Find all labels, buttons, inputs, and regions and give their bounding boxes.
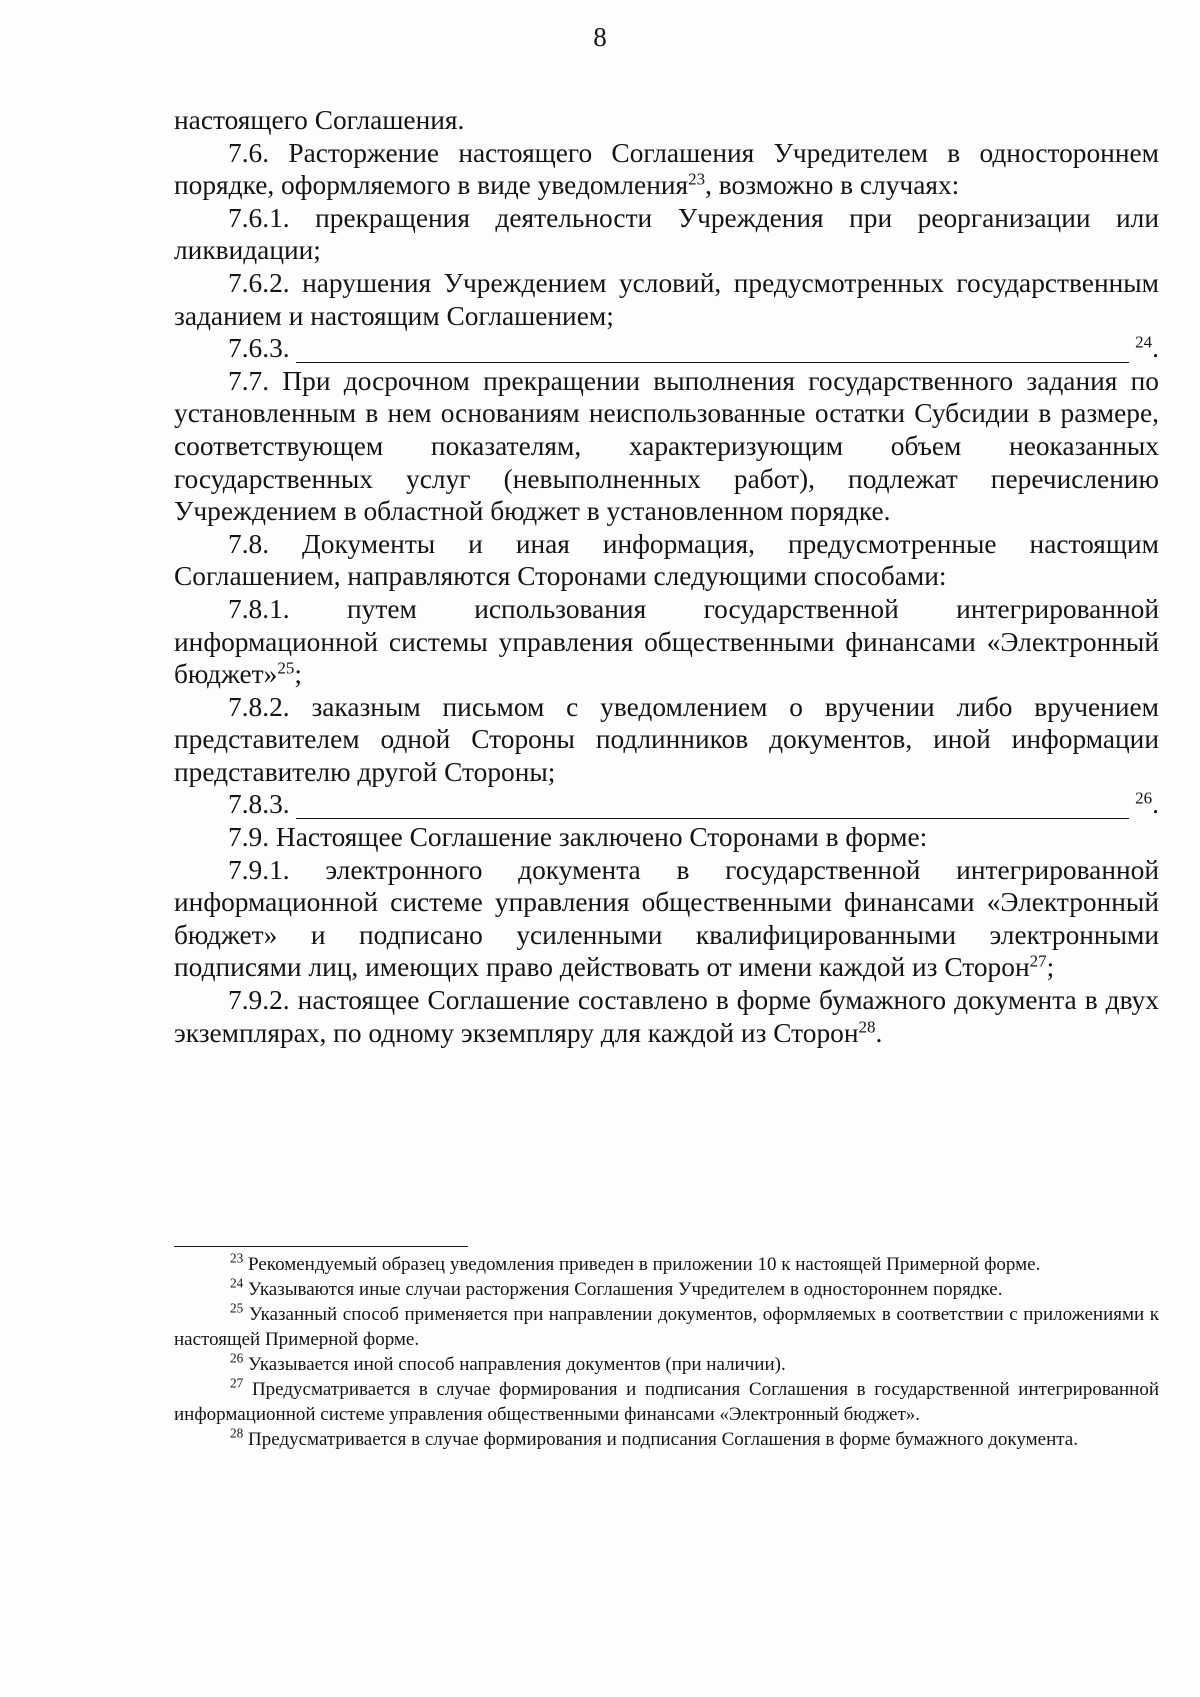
footnote-24: $^{24}$ Указываются иные случаи расторжения Соглашения Учредителем в одностороннем порядке. [230, 1275, 1003, 1300]
paragraph-7-9-2: 7.9.2. настоящее Соглашение составлено в форме бумажного документа в двух экземплярах, по одному экземпляру для каждой из Сторон$^{28}$. [174, 985, 1159, 1048]
paragraph-7-8: 7.8. Документы и иная информация, предусмотренные настоящим Соглашением, направляются Сторонами следующими способами: [174, 528, 1159, 592]
footnote-23: $^{23}$ Рекомендуемый образец уведомления приведен в приложении 10 к настоящей Примерной форме. [230, 1250, 1041, 1275]
paragraph-7-9: 7.9. Настоящее Соглашение заключено Сторонами в форме: [228, 822, 928, 853]
paragraph-continuation: настоящего Соглашения. [174, 105, 465, 135]
paragraph-7-6-3: 7.6.3. $^{24}$. [228, 332, 1159, 364]
paragraph-7-8-3: 7.8.3. $^{26}$. [228, 789, 1159, 820]
item-number: 7.8.3. [228, 789, 290, 820]
paragraph-7-6: 7.6. Расторжение настоящего Соглашения Учредителем в одностороннем порядке, оформляемого в виде уведомления$^{23}$, возможно в случаях: [174, 137, 1159, 201]
document-body [174, 104, 1159, 1049]
footnote-27: $^{27}$ Предусматривается в случае формирования и подписания Соглашения в государственной интегрированной информационной системе управления общественными финансами «Электронный бюджет». [174, 1375, 1159, 1425]
paragraph-7-6-2: 7.6.2. нарушения Учреждением условий, предусмотренных государственным заданием и настоящим Соглашением; [174, 267, 1159, 331]
paragraph-7-8-2: 7.8.2. заказным письмом с уведомлением о вручении либо вручением представителем одной Стороны подлинников документов, иной информации представителю другой Стороны; [174, 691, 1159, 787]
footnotes [174, 1252, 1159, 1452]
footnote-separator [174, 1246, 468, 1247]
footnote-ref-24: 24 [1135, 332, 1153, 352]
footnote-28: $^{28}$ Предусматривается в случае формирования и подписания Соглашения в форме бумажного документа. [230, 1425, 1078, 1450]
footnote-ref-25: 25 [277, 658, 295, 678]
footnote-ref-26: 26 [1135, 789, 1153, 809]
paragraph-7-7: 7.7. При досрочном прекращении выполнения государственного задания по установленным в нем основаниям неиспользованные остатки Субсидии в размере, соответствующем показателям, характеризующим объем неоказанных государственных услуг (невыполненных работ), подлежат перечислению Учреждением в областной бюджет в установленном порядке. [174, 365, 1159, 527]
footnote-ref-27: 27 [1029, 952, 1047, 972]
paragraph-7-8-1: 7.8.1. путем использования государственной интегрированной информационной системы управления общественными финансами «Электронный бюджет»$^{25}$; [174, 593, 1159, 690]
page-number: 8 [593, 22, 607, 52]
footnote-ref-28: 28 [858, 1017, 876, 1037]
footnote-25: $^{25}$ Указанный способ применяется при направлении документов, оформляемых в соответствии с приложениями к настоящей Примерной форме. [174, 1300, 1159, 1350]
item-number: 7.6.3. [228, 333, 290, 364]
footnote-26: $^{26}$ Указывается иной способ направления документов (при наличии). [230, 1350, 786, 1375]
fill-in-blank-line [296, 338, 1130, 363]
paragraph-7-9-1: 7.9.1. электронного документа в государственной интегрированной информационной системе управления общественными финансами «Электронный бюджет» и подписано усиленными квалифицированными электронными подписями лиц, имеющих право действовать от имени каждой из Сторон$^{27}$; [174, 854, 1159, 983]
paragraph-7-6-1: 7.6.1. прекращения деятельности Учреждения при реорганизации или ликвидации; [174, 202, 1159, 266]
fill-in-blank-line [296, 794, 1130, 819]
footnote-ref-23: 23 [688, 169, 706, 189]
